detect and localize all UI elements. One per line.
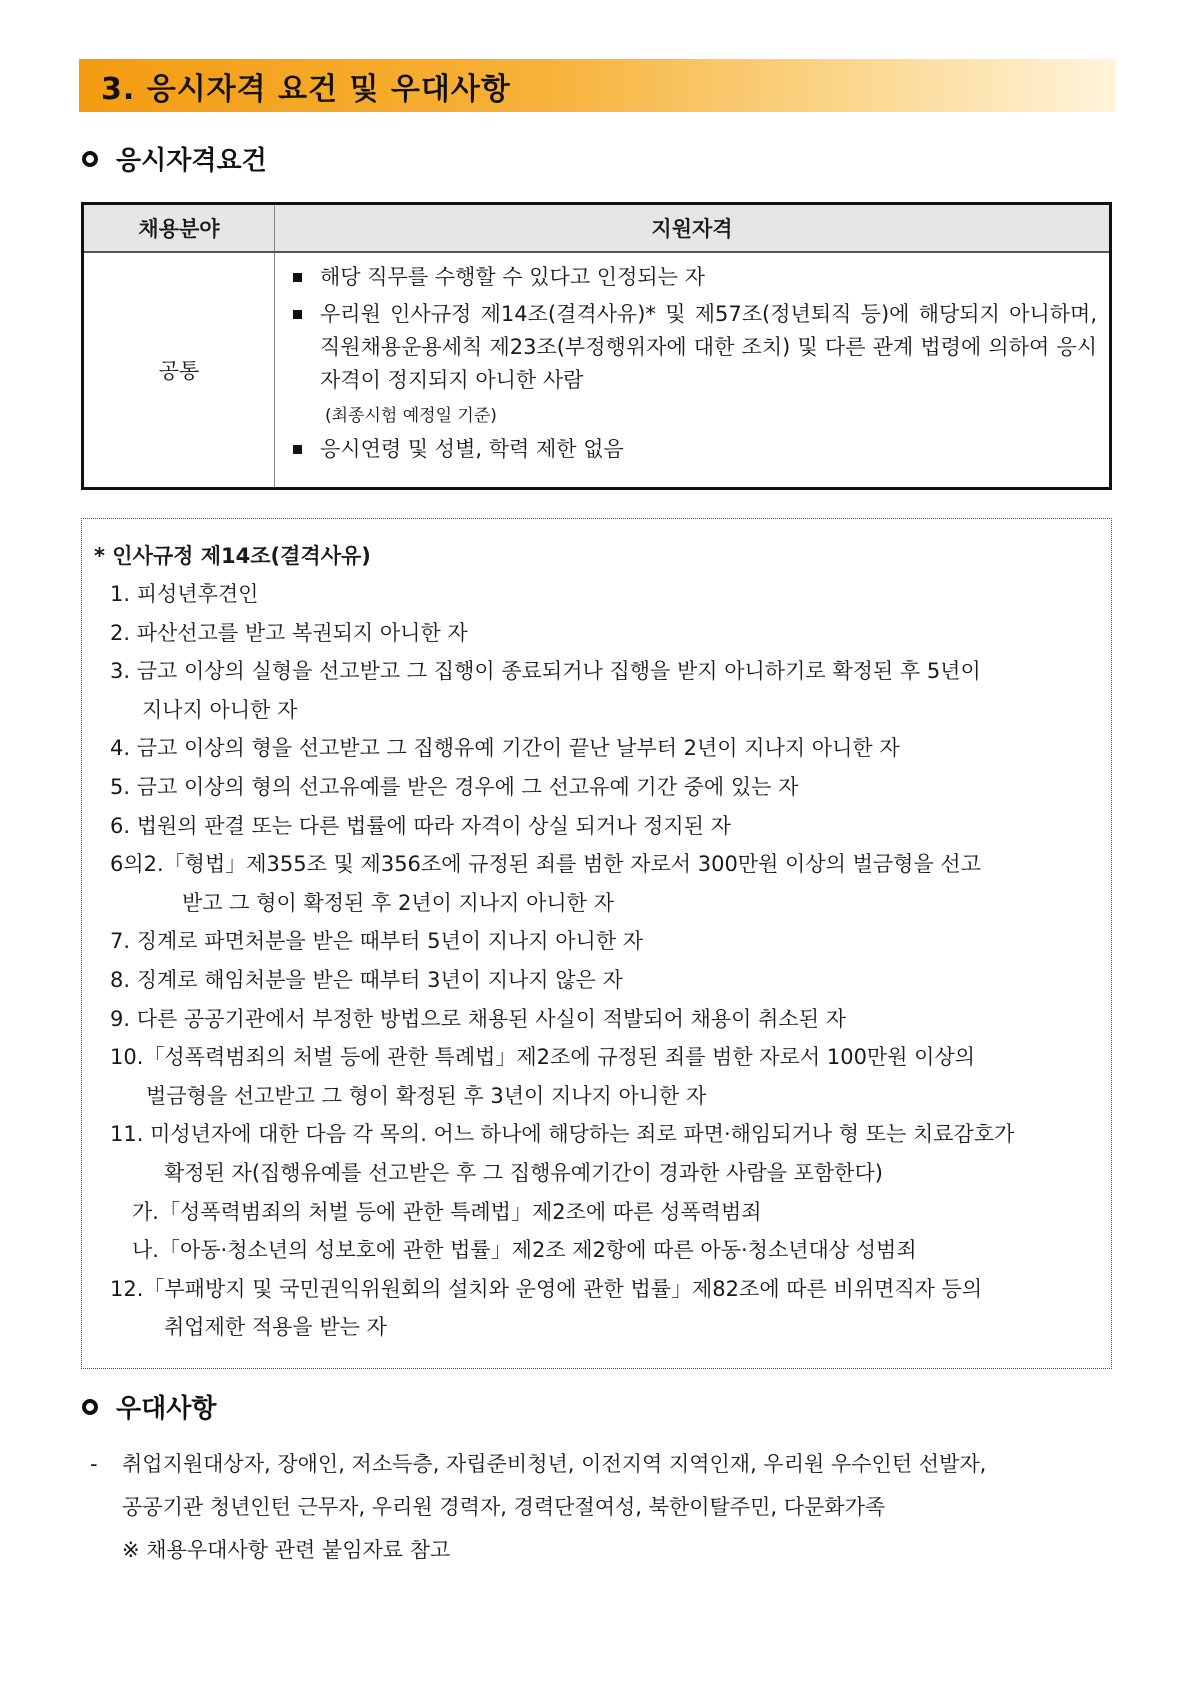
- circle-bullet-icon: [82, 1399, 98, 1415]
- field-cell: 공통: [83, 252, 275, 489]
- list-item: 7. 징계로 파면처분을 받은 때부터 5년이 지나지 아니한 자: [110, 929, 644, 954]
- list-item: 11. 미성년자에 대한 다음 각 목의. 어느 하나에 해당하는 죄로 파면·해임되거나 형 또는 치료감호가: [110, 1122, 1015, 1147]
- list-item: 취업제한 적용을 받는 자: [164, 1315, 387, 1340]
- disqualification-box: [81, 518, 1112, 1369]
- requirement-note: (최종시험 예정일 기준): [325, 406, 497, 426]
- circle-bullet-icon: [82, 151, 98, 167]
- list-item: 가.「성폭력범죄의 처벌 등에 관한 특례법」제2조에 따른 성폭력범죄: [132, 1199, 762, 1224]
- list-item: 3. 금고 이상의 실형을 선고받고 그 집행이 종료되거나 집행을 받지 아니하기로 확정된 후 5년이: [110, 659, 981, 684]
- list-item: 6. 법원의 판결 또는 다른 법률에 따라 자격이 상실 되거나 정지된 자: [110, 813, 731, 838]
- table-row: [83, 252, 1111, 489]
- square-bullet-icon: [293, 273, 302, 282]
- qualification-heading-text: 응시자격요건: [116, 146, 267, 176]
- preference-heading-text: 우대사항: [116, 1394, 217, 1424]
- list-item: 5. 금고 이상의 형의 선고유예를 받은 경우에 그 선고유예 기간 중에 있는 자: [110, 774, 799, 799]
- list-item: 공공기관 청년인턴 근무자, 우리원 경력자, 경력단절여성, 북한이탈주민, 다문화가족: [122, 1495, 886, 1519]
- requirement-item: 우리원 인사규정 제14조(결격사유)* 및 제57조(정년퇴직 등)에 해당되지 아니하며, 직원채용운용세칙 제23조(부정행위자에 대한 조치) 및 다른 관계 법령에 의하여 응시자격이 정지되지 아니한 사람: [289, 298, 1097, 397]
- list-item: - 취업지원대상자, 장애인, 저소득층, 자립준비청년, 이전지역 지역인재, 우리원 우수인턴 선발자,: [90, 1443, 1120, 1486]
- list-item: 나.「아동·청소년의 성보호에 관한 법률」제2조 제2항에 따른 아동·청소년대상 성범죄: [132, 1238, 917, 1263]
- table-header-row: [83, 204, 1111, 253]
- section-title: 3. 응시자격 요건 및 우대사항: [101, 71, 511, 107]
- qualification-heading: [82, 140, 267, 177]
- list-item: 9. 다른 공공기관에서 부정한 방법으로 채용된 사실이 적발되어 채용이 취소된 자: [110, 1006, 846, 1031]
- list-item: 8. 징계로 해임처분을 받은 때부터 3년이 지나지 않은 자: [110, 967, 623, 992]
- list-item: 12.「부패방지 및 국민권익위원회의 설치와 운영에 관한 법률」제82조에 따른 비위면직자 등의: [110, 1276, 983, 1301]
- section-title-bar: [79, 59, 1116, 112]
- list-item: 받고 그 형이 확정된 후 2년이 지나지 아니한 자: [182, 890, 614, 915]
- list-item: 2. 파산선고를 받고 복권되지 아니한 자: [110, 620, 468, 645]
- requirements-cell: [275, 252, 1111, 489]
- square-bullet-icon: [293, 310, 302, 319]
- list-item: 벌금형을 선고받고 그 형이 확정된 후 3년이 지나지 아니한 자: [146, 1083, 707, 1108]
- list-item: 6의2.「형법」제355조 및 제356조에 규정된 죄를 범한 자로서 300만원 이상의 벌금형을 선고: [110, 852, 981, 877]
- requirement-item: 해당 직무를 수행할 수 있다고 인정되는 자: [289, 261, 1097, 294]
- qualification-table: [81, 202, 1112, 490]
- header-field: 채용분야: [83, 204, 275, 253]
- preference-heading: [82, 1388, 216, 1425]
- dash-bullet: -: [90, 1452, 98, 1476]
- disqualification-title: * 인사규정 제14조(결격사유): [94, 544, 371, 568]
- list-item: 확정된 자(집행유예를 선고받은 후 그 집행유예기간이 경과한 사람을 포함한다): [164, 1160, 883, 1185]
- list-item: 지나지 아니한 자: [142, 697, 298, 722]
- requirement-item: 응시연령 및 성별, 학력 제한 없음: [289, 433, 1097, 466]
- list-item: 4. 금고 이상의 형을 선고받고 그 집행유예 기간이 끝난 날부터 2년이 지나지 아니한 자: [110, 736, 900, 761]
- square-bullet-icon: [293, 445, 302, 454]
- header-qualification: 지원자격: [275, 204, 1111, 253]
- preference-list: [90, 1443, 1120, 1572]
- reference-note: ※ 채용우대사항 관련 붙임자료 참고: [122, 1538, 451, 1562]
- list-item: 1. 피성년후견인: [110, 582, 259, 606]
- list-item: 10.「성폭력범죄의 처벌 등에 관한 특례법」제2조에 규정된 죄를 범한 자로서 100만원 이상의: [110, 1045, 976, 1070]
